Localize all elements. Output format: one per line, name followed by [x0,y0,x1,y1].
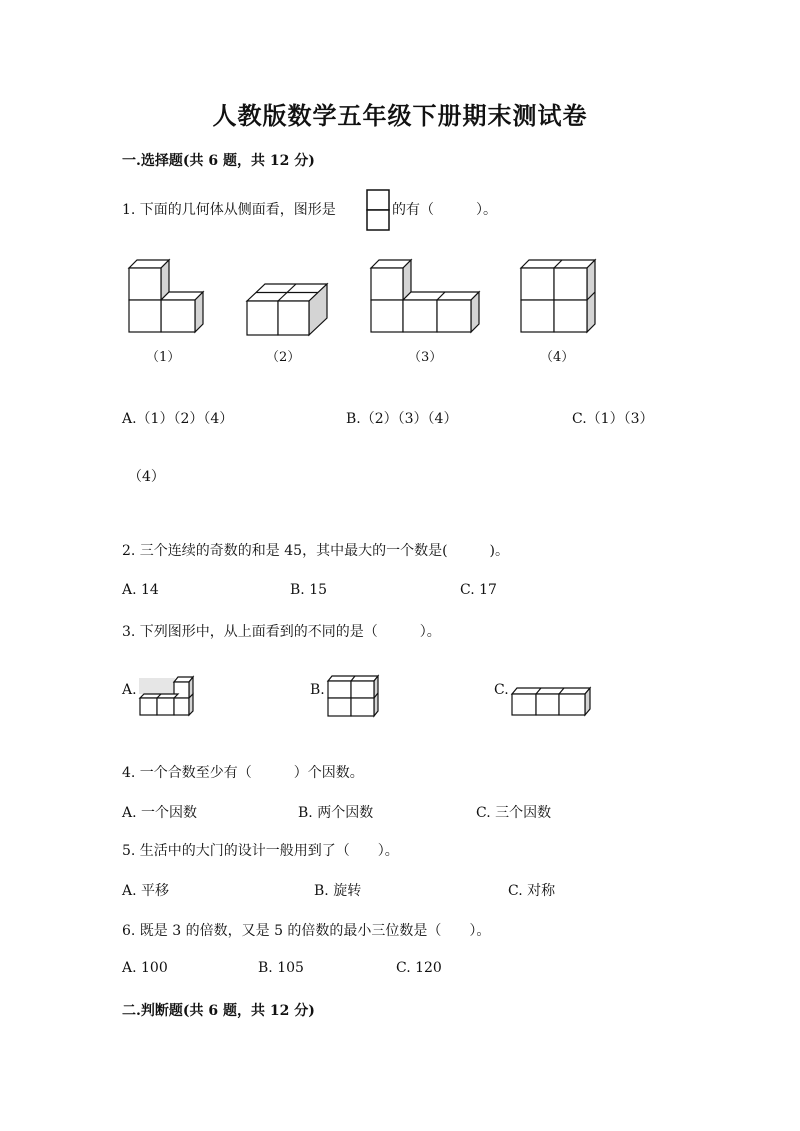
q6-option-a[interactable]: A. 100 [122,960,168,976]
q1-option-b[interactable]: B.（2）（3）（4） [346,411,458,427]
q4-option-b[interactable]: B. 两个因数 [298,805,374,821]
q1-stem-after: 的有（ ）。 [392,202,497,218]
q1-option-a[interactable]: A.（1）（2）（4） [122,411,234,427]
q3-option-c[interactable]: C. [494,682,509,698]
q3-option-a-figure [138,674,198,718]
q5-option-b[interactable]: B. 旋转 [314,883,362,899]
q6-stem: 6. 既是 3 的倍数，又是 5 的倍数的最小三位数是（ ）。 [122,923,491,939]
section-2-heading: 二.判断题(共 6 题，共 12 分) [122,1003,315,1019]
q1-option-c-continued: （4） [128,469,165,485]
page-title: 人教版数学五年级下册期末测试卷 [212,101,588,130]
q3-option-b-figure [326,674,382,718]
q4-option-c[interactable]: C. 三个因数 [476,805,552,821]
q3-stem: 3. 下列图形中，从上面看到的不同的是（ ）。 [122,624,441,640]
q5-stem: 5. 生活中的大门的设计一般用到了（ ）。 [122,843,399,859]
section-1-heading: 一.选择题(共 6 题，共 12 分) [122,153,315,169]
q5-option-a[interactable]: A. 平移 [122,883,170,899]
q6-option-b[interactable]: B. 105 [258,960,304,976]
q1-stem-before: 1. 下面的几何体从侧面看，图形是 [122,202,336,218]
q1-figure-1 [128,258,208,338]
q1-figure-2-label: （2） [266,350,301,365]
q2-stem: 2. 三个连续的奇数的和是 45，其中最大的一个数是( )。 [122,543,509,559]
q2-option-c[interactable]: C. 17 [460,582,497,598]
q3-option-a[interactable]: A. [122,682,137,698]
q1-side-view-figure [366,189,392,233]
q4-option-a[interactable]: A. 一个因数 [122,805,198,821]
q6-option-c[interactable]: C. 120 [396,960,442,976]
q1-figure-2 [246,283,330,339]
q1-figure-4-label: （4） [540,350,575,365]
q1-figure-1-label: （1） [146,350,181,365]
q3-option-c-figure [510,686,594,720]
q3-option-b[interactable]: B. [310,682,325,698]
q2-option-a[interactable]: A. 14 [122,582,159,598]
q1-figure-4 [520,258,600,338]
q1-option-c[interactable]: C.（1）（3） [572,411,654,427]
q4-stem: 4. 一个合数至少有（ ）个因数。 [122,765,364,781]
q1-figure-3 [370,258,482,338]
q1-figure-3-label: （3） [408,350,443,365]
q5-option-c[interactable]: C. 对称 [508,883,556,899]
q2-option-b[interactable]: B. 15 [290,582,328,598]
